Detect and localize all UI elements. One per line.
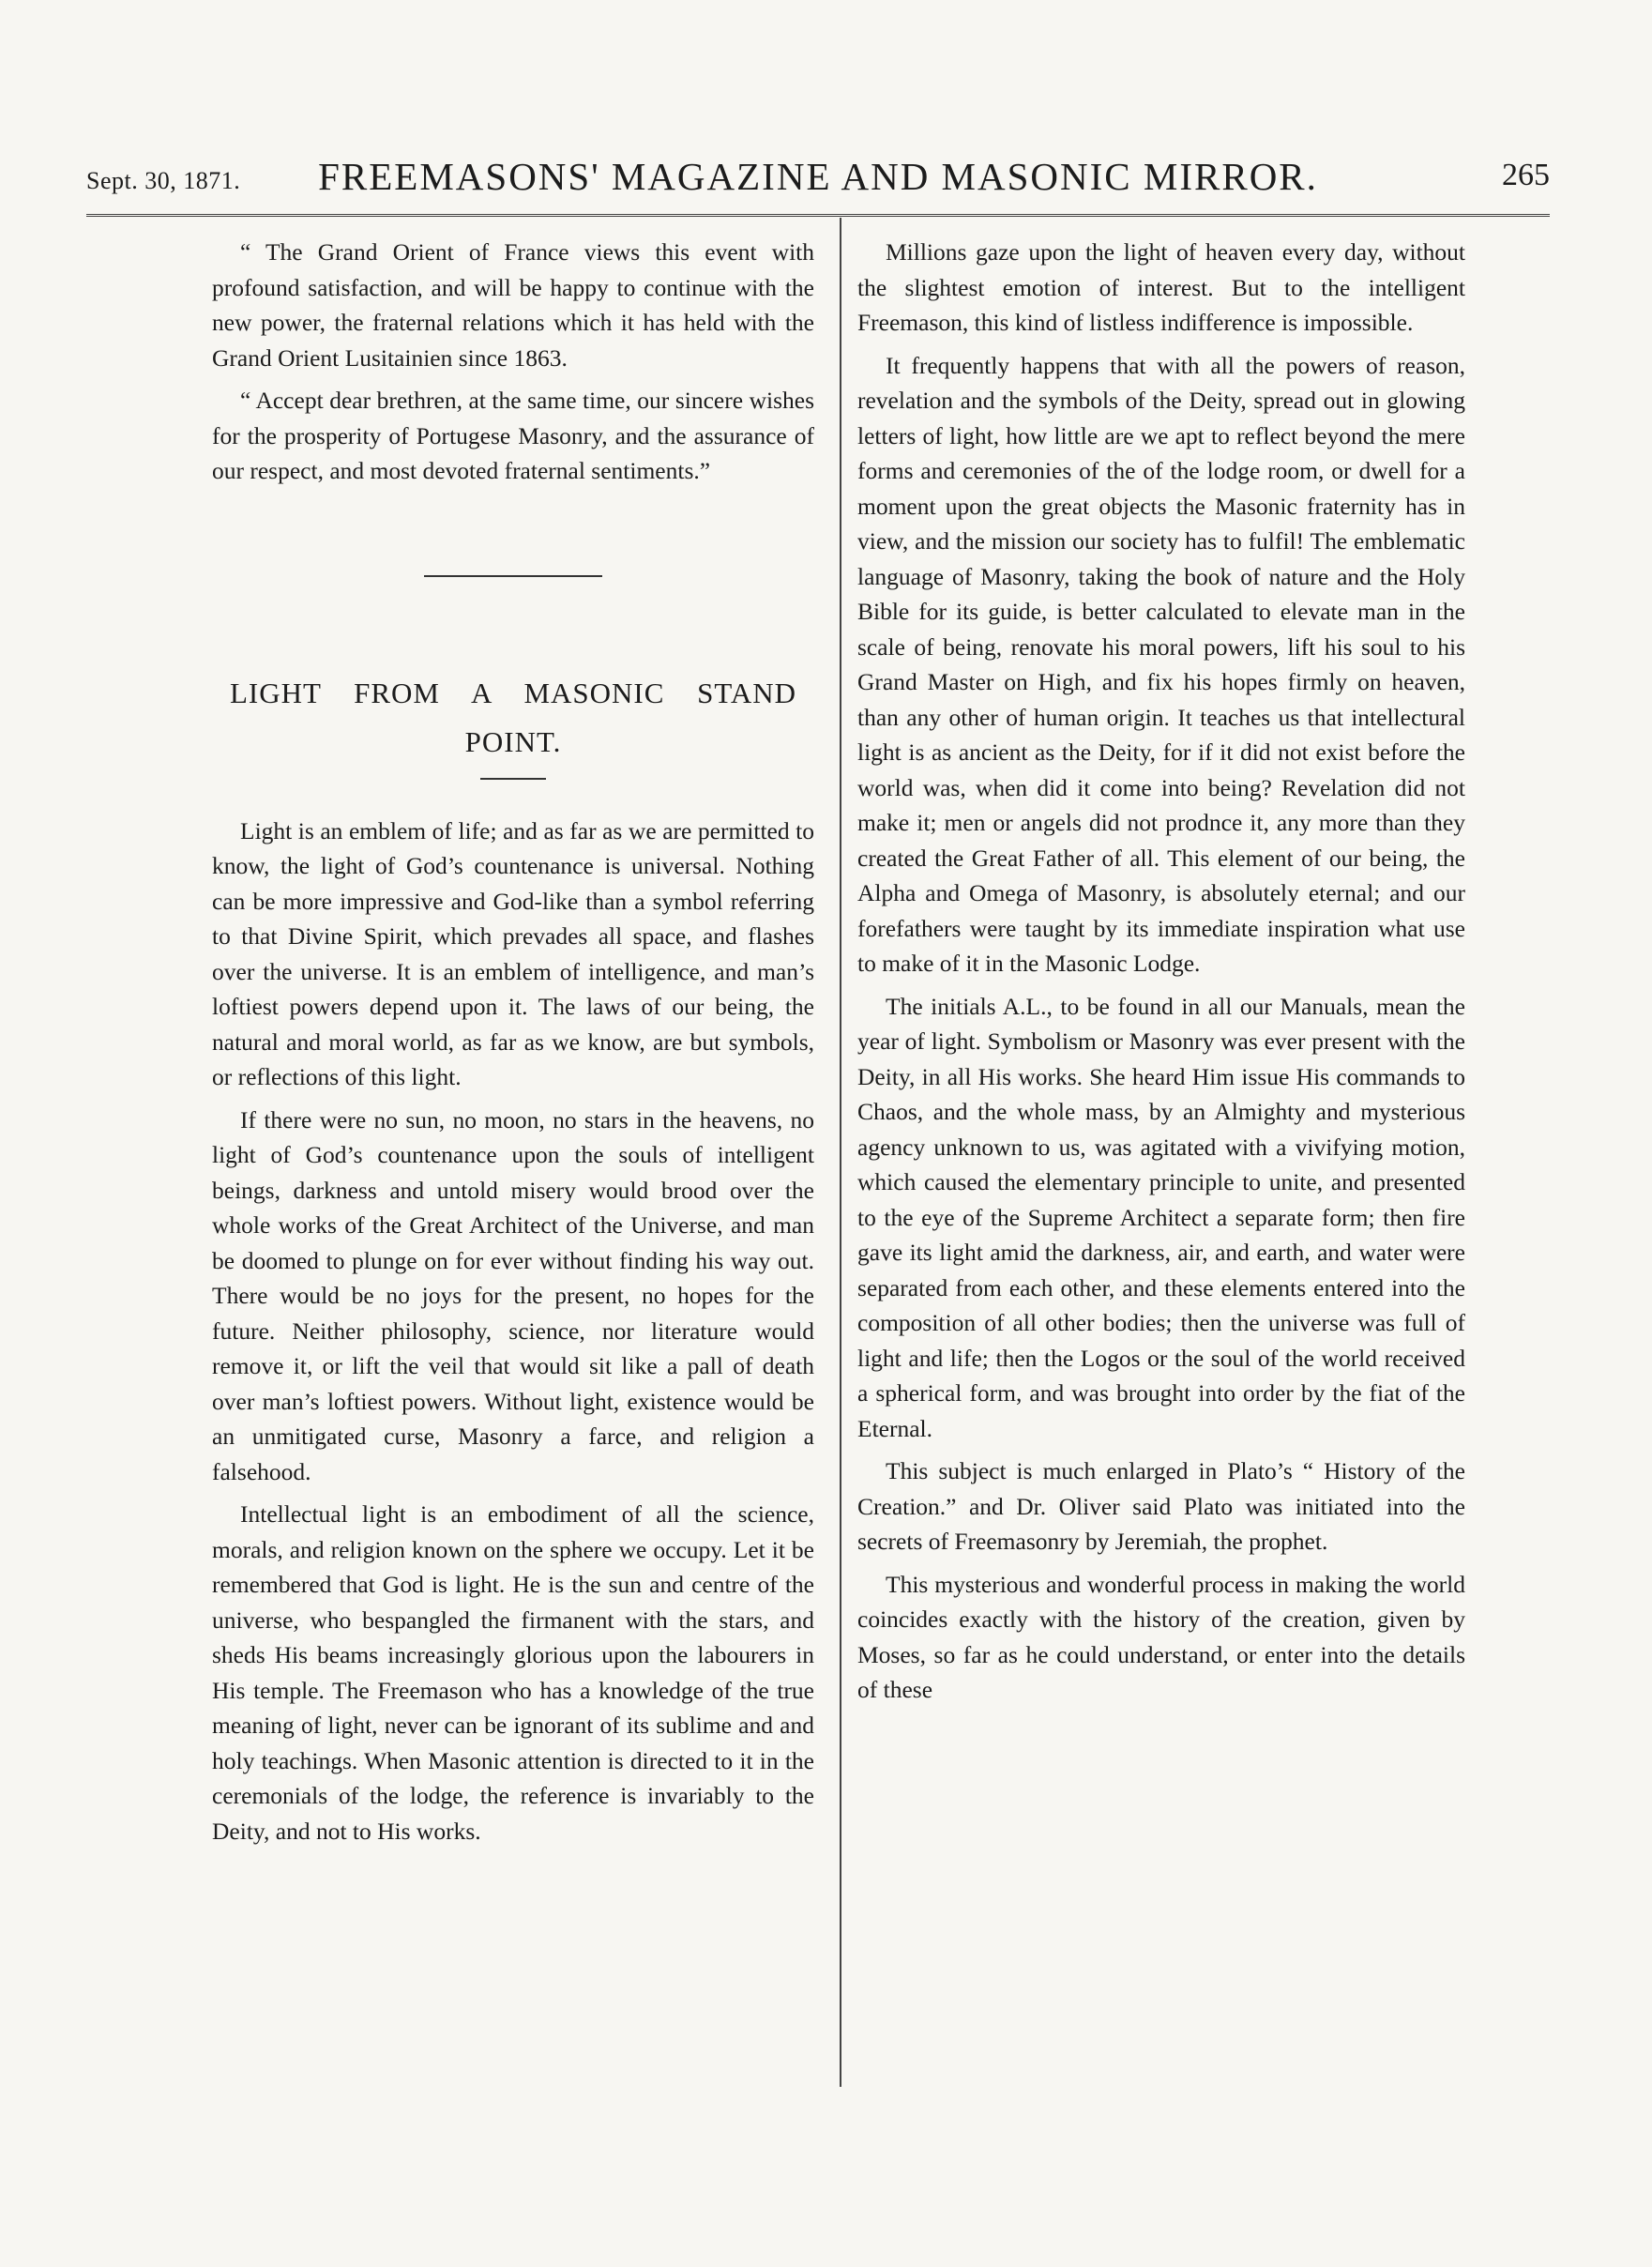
- article-paragraph: Millions gaze upon the light of heaven every day, without the slightest emotion of interest. But to the intelligent Freemason, this kind of listless indifference is impossible.: [857, 238, 1465, 336]
- article-paragraph: This subject is much enlarged in Plato’s “ History of the Creation.” and Dr. Oliver said Plato was initiated into the secrets of Freemasonry by Jeremiah, the prophet.: [857, 1457, 1465, 1555]
- letter-paragraph: “ Accept dear brethren, at the same time, our sincere wishes for the prosperity of Portugese Masonry, and the assurance of our respect, and most devoted fraternal sentiments.”: [212, 387, 814, 484]
- right-column: [857, 235, 1465, 1715]
- header-rule: [86, 214, 1550, 217]
- article-paragraph: This mysterious and wonderful process in making the world coincides exactly with the history of the creation, given by Moses, so far as he could understand, or enter into the details of these: [857, 1570, 1465, 1703]
- article-paragraph: It frequently happens that with all the powers of reason, revelation and the symbols of the Deity, spread out in glowing letters of light, how little are we apt to reflect beyond the mere forms and ceremonies of the of the lodge room, or dwell for a moment upon the great objects the Masonic fraternity has in view, and the mission our society has to fulfil! The emblematic language of Masonry, taking the book of nature and the Holy Bible for its guide, is better calculated to elevate man in the scale of being, renovate his moral powers, lift his soul to his Grand Master on High, and fix his hopes firmly on heaven, than any other of human origin. It teaches us that intellectural light is as ancient as the Deity, for if it did not exist before the world was, when did it come into being? Revelation did not make it; men or angels did not prodnce it, any more than they created the Great Father of all. This element of our being, the Alpha and Omega of Masonry, is absolutely eternal; and our forefathers were taught by its immediate inspiration what use to make of it in the Masonic Lodge.: [857, 351, 1465, 977]
- article-heading: LIGHT FROM A MASONIC STAND POINT.: [229, 676, 797, 758]
- column-divider: [840, 218, 841, 2087]
- page-header: [86, 150, 1550, 208]
- page-number: 265: [1502, 158, 1550, 192]
- article-paragraph: If there were no sun, no moon, no stars in the heavens, no light of God’s countenance upon the souls of intelligent beings, darkness and untold misery would brood over the whole works of the Great Architect of the Universe, and man be doomed to plunge on for ever without finding his way out. There would be no joys for the present, no hopes for the future. Neither philosophy, science, nor literature would remove it, or lift the veil that would sit like a pall of death over man’s loftiest powers. Without light, existence would be an unmitigated curse, Masonry a farce, and religion a falsehood.: [212, 1105, 814, 1485]
- masthead-title: FREEMASONS' MAGAZINE AND MASONIC MIRROR.: [318, 155, 1318, 198]
- article-paragraph: Light is an emblem of life; and as far as we are permitted to know, the light of God’s countenance is universal. Nothing can be more impressive and God-like than a symbol referring to that Divine Spirit, which prevades all space, and flashes over the universe. It is an emblem of intelligence, and man’s loftiest powers depend upon it. The laws of our being, the natural and moral world, as far as we know, are but symbols, or reflections of this light.: [212, 816, 814, 1090]
- article-paragraph: Intellectual light is an embodiment of all the science, morals, and religion known on the sphere we occupy. Let it be remembered that God is light. He is the sun and centre of the universe, who bespangled the firmanent with the stars, and sheds His beams increasingly glorious upon the labourers in His temple. The Freemason who has a knowledge of the true meaning of light, never can be ignorant of its sublime and and holy teachings. When Masonic attention is directed to it in the ceremonials of the lodge, the reference is invariably to the Deity, and not to His works.: [212, 1500, 814, 1845]
- heading-rule: [480, 778, 546, 780]
- section-separator: [424, 575, 602, 577]
- left-column: [212, 235, 814, 1856]
- issue-date: Sept. 30, 1871.: [86, 167, 241, 194]
- letter-paragraph: “ The Grand Orient of France views this event with profound satisfaction, and will be happy to continue with the new power, the fraternal relations which it has held with the Grand Orient Lusitainien since 1863.: [212, 238, 814, 372]
- article-paragraph: The initials A.L., to be found in all our Manuals, mean the year of light. Symbolism or Masonry was ever present with the Deity, in all His works. She heard Him issue His commands to Chaos, and the whole mass, by an Almighty and mysterious agency unknown to us, was agitated with a vivifying motion, which caused the elementary principle to unite, and presented to the eye of the Supreme Architect a separate form; then fire gave its light amid the darkness, air, and earth, and water were separated from each other, and these elements entered into the composition of all other bodies; then the universe was full of light and life; then the Logos or the soul of the world received a spherical form, and was brought into order by the fiat of the Eternal.: [857, 992, 1465, 1442]
